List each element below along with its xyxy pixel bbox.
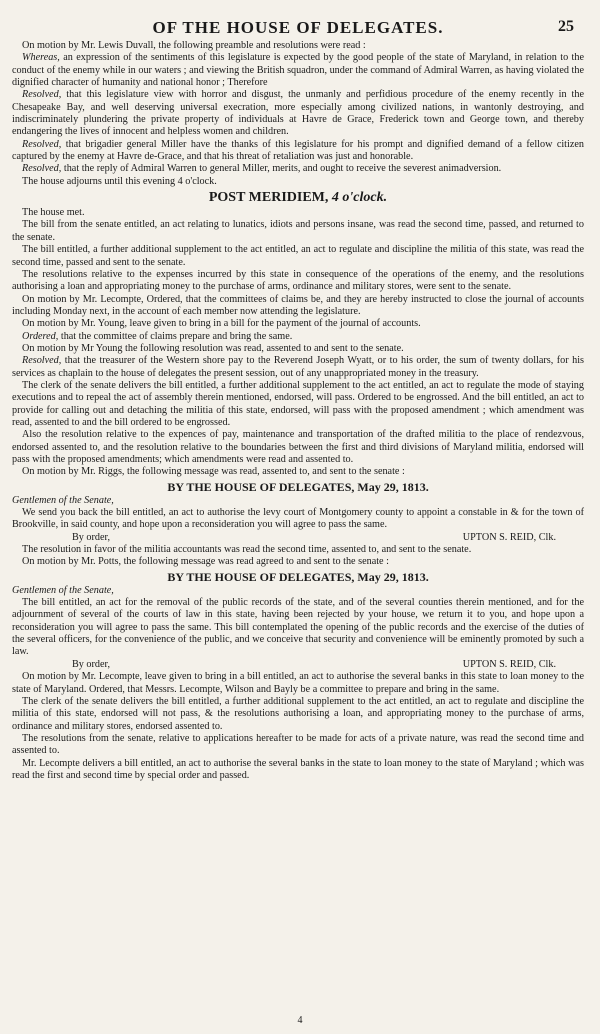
paragraph-text: On motion by Mr. Lecompte, Ordered, that the committees of claims be, and they are hereby instructed to close the journal of accounts including Monday next, in the account of each member now attending the legislature. xyxy=(12,293,584,317)
journal-paragraph xyxy=(12,733,584,758)
paragraph-text: The clerk of the senate delivers the bill entitled, a further additional supplement to the act entitled, an act to regulate the mode of staying executions and to repeal the act of assembly therein mentioned, endorsed, will pass. Ordered to be engrossed. And the bill entitled, an act to provide for calling out and detaching the militia of this state, endorsed, will pass with the proposed amendment ; which amendment was read, assented to and the bill ordered to be engrossed. xyxy=(12,379,584,428)
paragraph-text: On motion by Mr Young the following resolution was read, assented to and sent to the senate. xyxy=(22,342,404,354)
paragraph-text: On motion by Mr. Young, leave given to bring in a bill for the payment of the journal of accounts. xyxy=(22,318,421,330)
journal-paragraph xyxy=(12,671,584,696)
journal-paragraph xyxy=(12,429,584,466)
paragraph-text: that the reply of Admiral Warren to general Miller, merits, and ought to receive the severest animadversion. xyxy=(61,163,502,175)
signature-mark: 4 xyxy=(297,1015,303,1026)
paragraph-text: On motion by Mr. Lewis Duvall, the following preamble and resolutions were read : xyxy=(22,40,366,51)
message-2-heading: BY THE HOUSE OF DELEGATES, May 29, 1813. xyxy=(167,569,429,584)
journal-paragraph xyxy=(12,544,584,556)
section-banks xyxy=(12,671,584,782)
post-meridiem-label: POST MERIDIEM, xyxy=(208,190,329,206)
paragraph-text: The bill from the senate entitled, an act relating to lunatics, idiots and persons insane, was read the second time, passed, and returned to the senate. xyxy=(12,219,584,243)
paragraph-text: The resolutions from the senate, relative to applications hereafter to be made for acts of a private nature, was read the second time and assented to. xyxy=(12,732,584,757)
paragraph-lead: Whereas, xyxy=(22,52,60,64)
paragraph-text: On motion by Mr. Lecompte, leave given to bring in a bill entitled, an act to authorise the several banks in this state to loan money to the state of Maryland. Ordered, that Messrs. Lecompte, Wilson and Bayly be a committee to prepare and bring in the same. xyxy=(12,671,584,695)
journal-paragraph xyxy=(12,219,584,244)
paragraph-lead: Resolved, xyxy=(22,355,62,367)
paragraph-lead: Ordered, xyxy=(22,330,59,342)
message-1-signature: UPTON S. REID, Clk. xyxy=(462,531,556,543)
running-title: OF THE HOUSE OF DELEGATES. xyxy=(152,18,444,37)
paragraph-text: Also the resolution relative to the expences of pay, maintenance and transportation of the drafted militia to the place of rendezvous, endorsed assented to, and the resolution relative to the boundaries between the first and third divisions of Maryland militia, endorsed will pass with the proposed amendments; which amendments were read and assented to. xyxy=(12,429,584,465)
journal-paragraph xyxy=(12,331,584,343)
paragraph-text: The resolution in favor of the militia accountants was read the second time, assented to, and sent to the senate. xyxy=(22,544,472,556)
message-2-signature-row xyxy=(12,659,584,671)
message-1-salutation: Gentlemen of the Senate, xyxy=(12,494,114,506)
post-meridiem-time: 4 o'clock. xyxy=(328,190,388,206)
paragraph-text: an expression of the sentiments of this legislature is expected by the good people of the state of Maryland, in relation to the conduct of the enemy while in our waters ; and viewing the British squadron, under the command of Admiral Warren, as having violated the dignified character of humanity and national honor ; Therefore xyxy=(12,52,584,89)
paragraph-text: The bill entitled, a further additional supplement to the act entitled, an act to regulate and discipline the militia of this state, was read the second time, passed and sent to the senate. xyxy=(12,244,584,268)
journal-paragraph xyxy=(12,318,584,330)
paragraph-text: that brigadier general Miller have the thanks of this legislature for his prompt and dignified demand of a fellow citizen captured by the enemy at Havre de-Grace, and that his threat of retaliation was just and honorable. xyxy=(12,138,584,163)
message-2-by-order: By order, xyxy=(72,658,111,670)
section-afternoon xyxy=(12,207,584,479)
paragraph-text: Mr. Lecompte delivers a bill entitled, an act to authorise the several banks in the state to loan money to the state of Maryland ; which was read the first and second time by special order and passed. xyxy=(12,757,584,781)
message-1 xyxy=(12,480,584,544)
journal-paragraph xyxy=(12,758,584,783)
journal-paragraph xyxy=(12,696,584,733)
paragraph-text: that the treasurer of the Western shore pay to the Reverend Joseph Wyatt, or to his order, the sum of twenty dollars, for his services as chaplain to the house of delegates the present session, out of any unappropriated money in the treasury. xyxy=(12,355,584,379)
paragraph-text: The resolutions relative to the expenses incurred by this state in consequence of the operations of the enemy, and the resolutions authorising a loan and appropriating money to the purchase of arms, ordinance and military stores, were sent to the senate. xyxy=(12,268,584,293)
post-meridiem-heading xyxy=(12,189,584,206)
journal-paragraph xyxy=(12,244,584,269)
journal-paragraph xyxy=(12,466,584,478)
journal-paragraph xyxy=(12,207,584,219)
message-1-by-order: By order, xyxy=(72,531,111,543)
message-2-salutation: Gentlemen of the Senate, xyxy=(12,584,114,596)
paragraph-lead: Resolved, xyxy=(22,89,62,101)
message-2 xyxy=(12,570,584,671)
message-1-signature-row xyxy=(12,532,584,544)
page-number: 25 xyxy=(558,18,574,35)
journal-paragraph xyxy=(12,294,584,319)
paragraph-text: that this legislature view with horror and disgust, the unmanly and perfidious procedure of the enemy recently in the Chesapeake Bay, and well deserving universal execration, more especially among civilized nations, in wantonly destroying, and indiscriminately plundering the private property of individuals at Havre de Grace, Frederick town and George town, and thereby endangering the lives of innocent and helpless women and children. xyxy=(12,89,584,138)
paragraph-text: On motion by Mr. Potts, the following message was read agreed to and sent to the senate : xyxy=(22,556,389,568)
paragraph-text: On motion by Mr. Riggs, the following message was read, assented to, and sent to the senate : xyxy=(22,466,405,478)
running-head xyxy=(12,18,584,40)
journal-paragraph xyxy=(12,163,584,175)
journal-paragraph xyxy=(12,269,584,294)
message-1-body: We send you back the bill entitled, an act to authorise the levy court of Montgomery county to appoint a constable in & for the town of Brookville, in said county, and hope upon a reconsideration you will agree to pass the same. xyxy=(12,507,584,531)
journal-paragraph xyxy=(12,176,584,188)
section-morning xyxy=(12,40,584,188)
paragraph-text: The clerk of the senate delivers the bill entitled, a further additional supplement to the act entitled, an act to regulate and discipline the militia of this state, endorsed will not pass, & the resolutions authorising a loan, and appropriating money to the purchase of arms, ordinance and military stores, endorsed assented to. xyxy=(12,695,584,732)
message-2-signature: UPTON S. REID, Clk. xyxy=(462,658,556,670)
journal-paragraph xyxy=(12,380,584,429)
message-2-body: The bill entitled, an act for the removal of the public records of the state, and of the several counties therein mentioned, and for the adjournment of several of the courts of law in this state, having been rejected by your house, we return it to you, and hope upon a reconsideration you will agree to pass the same. This bill contemplated the opening of the public records and the exercise of the duties of the several officers, for the convenience of the public, and we conceive that security and convenience will be eminently promoted by such a law. xyxy=(12,597,584,658)
paragraph-lead: Resolved, xyxy=(22,138,62,150)
paragraph-text: The house adjourns until this evening 4 o'clock. xyxy=(22,175,217,187)
paragraph-text: The house met. xyxy=(22,207,85,219)
paragraph-text: that the committee of claims prepare and bring the same. xyxy=(58,330,293,342)
journal-paragraph xyxy=(12,343,584,355)
section-militia-accountants xyxy=(12,544,584,569)
journal-paragraph xyxy=(12,556,584,568)
journal-paragraph xyxy=(12,89,584,138)
journal-paragraph xyxy=(12,52,584,89)
journal-paragraph xyxy=(12,40,584,52)
message-1-heading: BY THE HOUSE OF DELEGATES, May 29, 1813. xyxy=(167,479,429,494)
journal-paragraph xyxy=(12,355,584,380)
paragraph-lead: Resolved, xyxy=(22,163,62,175)
journal-paragraph xyxy=(12,139,584,164)
journal-body xyxy=(12,40,584,782)
